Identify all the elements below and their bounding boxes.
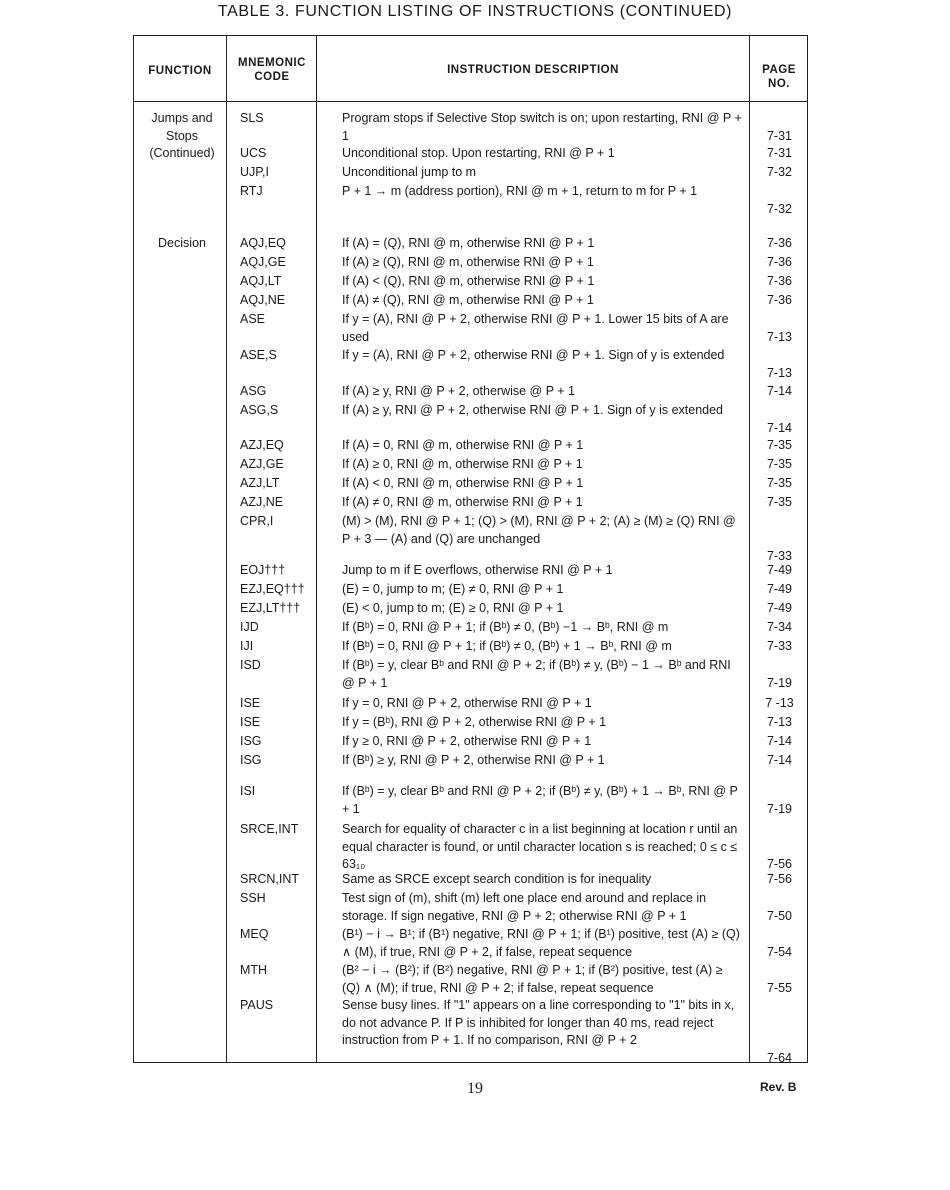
mnemonic-cell: ISG	[240, 734, 262, 748]
instruction-table	[133, 35, 808, 1063]
page-cell: 7-55	[766, 980, 793, 995]
table-row	[134, 619, 809, 637]
page-cell: 7-33	[766, 639, 793, 653]
description-cell: If (A) ≥ y, RNI @ P + 2, otherwise RNI @ P + 1. Sign of y is extended	[342, 403, 724, 417]
page-cell: 7-64	[766, 1050, 793, 1065]
mnemonic-cell: ISG	[240, 753, 262, 767]
table-row	[134, 890, 809, 925]
description-cell: If (A) ≥ 0, RNI @ m, otherwise RNI @ P + 1	[342, 457, 583, 471]
mnemonic-cell: SRCN,INT	[240, 872, 300, 886]
table-row	[134, 347, 809, 382]
description-cell: If (Bᵇ) = y, clear Bᵇ and RNI @ P + 2; if (Bᵇ) ≠ y, (Bᵇ) − 1 → Bᵇ and RNI @ P + 1	[342, 658, 731, 690]
page-cell: 7-54	[766, 944, 793, 959]
description-cell: Test sign of (m), shift (m) left one place end around and replace in storage. If sign negative, RNI @ P + 2; otherwise RNI @ P + 1	[342, 891, 707, 923]
page-cell: 7-36	[766, 255, 793, 269]
description-cell: If y = 0, RNI @ P + 2, otherwise RNI @ P + 1	[342, 696, 592, 710]
description-cell: If (A) ≠ (Q), RNI @ m, otherwise RNI @ P + 1	[342, 293, 594, 307]
page-cell: 7-36	[766, 274, 793, 288]
table-row	[134, 926, 809, 961]
description-cell: Unconditional stop. Upon restarting, RNI @ P + 1	[342, 146, 615, 160]
description-cell: (B² − i → (B²); if (B²) negative, RNI @ P + 1; if (B²) positive, test (A) ≥ (Q) ∧ (M); if true, RNI @ P + 2; if false, repeat sequence	[342, 963, 723, 995]
table-row	[134, 145, 809, 163]
description-cell: Same as SRCE except search condition is for inequality	[342, 872, 652, 886]
description-cell: (E) = 0, jump to m; (E) ≠ 0, RNI @ P + 1	[342, 582, 564, 596]
description-cell: If (Bᵇ) = y, clear Bᵇ and RNI @ P + 2; if (Bᵇ) ≠ y, (Bᵇ) + 1 → Bᵇ, RNI @ P + 1	[342, 784, 738, 816]
page-cell: 7-31	[766, 146, 793, 160]
description-cell: If (Bᵇ) = 0, RNI @ P + 1; if (Bᵇ) ≠ 0, (Bᵇ) −1 → Bᵇ, RNI @ m	[342, 620, 669, 634]
page-cell: 7-33	[766, 549, 793, 563]
mnemonic-cell: ASG,S	[240, 403, 279, 417]
header-description: INSTRUCTION DESCRIPTION	[447, 64, 619, 76]
table-row	[134, 383, 809, 401]
description-cell: Program stops if Selective Stop switch is on; upon restarting, RNI @ P + 1	[342, 111, 742, 143]
description-cell: Unconditional jump to m	[342, 165, 477, 179]
page-cell: 7-14	[766, 384, 793, 398]
page-cell: 7-50	[766, 908, 793, 923]
page-cell: 7-35	[766, 476, 793, 490]
description-cell: If (A) ≥ (Q), RNI @ m, otherwise RNI @ P + 1	[342, 255, 594, 269]
mnemonic-cell: RTJ	[240, 184, 263, 198]
table-row	[134, 402, 809, 437]
page-cell: 7-36	[766, 236, 793, 250]
description-cell: If (A) = (Q), RNI @ m, otherwise RNI @ P + 1	[342, 236, 595, 250]
mnemonic-cell: ISE	[240, 715, 261, 729]
header-page: PAGE NO.	[762, 64, 796, 90]
description-cell: (E) < 0, jump to m; (E) ≥ 0, RNI @ P + 1	[342, 601, 564, 615]
table-row	[134, 733, 809, 751]
page-cell: 7-36	[766, 293, 793, 307]
table-row	[134, 783, 809, 818]
mnemonic-cell: ISI	[240, 784, 256, 798]
table-row	[134, 311, 809, 346]
table-row	[134, 183, 809, 218]
description-cell: If (A) ≠ 0, RNI @ m, otherwise RNI @ P + 1	[342, 495, 583, 509]
mnemonic-cell: AZJ,EQ	[240, 438, 284, 452]
description-cell: If y = (A), RNI @ P + 2, otherwise RNI @ P + 1. Sign of y is extended	[342, 348, 725, 362]
table-row	[134, 254, 809, 272]
table-title: TABLE 3. FUNCTION LISTING OF INSTRUCTIONS (CONTINUED)	[217, 3, 733, 20]
page-cell: 7-31	[766, 128, 793, 143]
description-cell: Jump to m if E overflows, otherwise RNI @ P + 1	[342, 563, 613, 577]
table-row	[134, 871, 809, 889]
table-row	[134, 273, 809, 291]
description-cell: If y ≥ 0, RNI @ P + 2, otherwise RNI @ P + 1	[342, 734, 592, 748]
mnemonic-cell: IJD	[240, 620, 259, 634]
table-row	[134, 962, 809, 997]
revision-label: Rev. B	[760, 1080, 797, 1094]
page-cell: 7-14	[766, 753, 793, 767]
page-cell: 7-32	[766, 165, 793, 179]
page-cell: 7-35	[766, 457, 793, 471]
page-cell: 7-13	[766, 329, 793, 344]
header-divider	[134, 101, 807, 102]
page-cell: 7-49	[766, 601, 793, 615]
description-cell: If (A) = 0, RNI @ m, otherwise RNI @ P + 1	[342, 438, 584, 452]
description-cell: If (A) ≥ y, RNI @ P + 2, otherwise @ P + 1	[342, 384, 576, 398]
description-cell: Sense busy lines. If "1" appears on a line corresponding to "1" bits in x, do not advance P. If P is inhibited for longer than 40 ms, read reject instruction from P + 1. If no comparison, RNI @ P + 2	[342, 998, 735, 1047]
page-cell: 7-13	[766, 715, 793, 729]
page-cell: 7 -13	[765, 696, 794, 710]
mnemonic-cell: EOJ†††	[240, 563, 286, 577]
description-cell: If y = (Bᵇ), RNI @ P + 2, otherwise RNI @ P + 1	[342, 715, 607, 729]
description-cell: If (Bᵇ) ≥ y, RNI @ P + 2, otherwise RNI @ P + 1	[342, 753, 605, 767]
description-cell: If (A) < 0, RNI @ m, otherwise RNI @ P + 1	[342, 476, 584, 490]
table-row	[134, 456, 809, 474]
table-row	[134, 638, 809, 656]
description-cell: If (Bᵇ) = 0, RNI @ P + 1; if (Bᵇ) ≠ 0, (Bᵇ) + 1 → Bᵇ, RNI @ m	[342, 639, 672, 653]
mnemonic-cell: ISE	[240, 696, 261, 710]
mnemonic-cell: AQJ,EQ	[240, 236, 286, 250]
table-row	[134, 513, 809, 566]
description-cell: (B¹) − i → B¹; if (B¹) negative, RNI @ P + 1; if (B¹) positive, test (A) ≥ (Q) ∧ (M), if true, RNI @ P + 2, if false, repeat sequence	[342, 927, 740, 959]
page-cell: 7-56	[766, 857, 793, 871]
mnemonic-cell: CPR,I	[240, 514, 274, 528]
table-row	[134, 695, 809, 713]
page-cell: 7-13	[766, 365, 793, 380]
table-row	[134, 997, 809, 1067]
header-function: FUNCTION	[148, 65, 212, 77]
mnemonic-cell: AZJ,LT	[240, 476, 280, 490]
table-row	[134, 494, 809, 512]
table-row	[134, 752, 809, 770]
mnemonic-cell: ASE	[240, 312, 266, 326]
mnemonic-cell: ASE,S	[240, 348, 277, 362]
mnemonic-cell: ISD	[240, 658, 261, 672]
description-cell: P + 1 → m (address portion), RNI @ m + 1, return to m for P + 1	[342, 184, 698, 198]
mnemonic-cell: AQJ,GE	[240, 255, 286, 269]
description-cell: Search for equality of character c in a list beginning at location r until an equal character is found, or until character location s is reached; 0 ≤ c ≤ 63₁₀	[342, 822, 738, 871]
page-cell: 7-49	[766, 582, 793, 596]
mnemonic-cell: AZJ,GE	[240, 457, 284, 471]
function-cell: Jumps and Stops (Continued)	[149, 111, 215, 160]
header-mnemonic: MNEMONIC CODE	[238, 57, 306, 83]
table-row	[134, 164, 809, 182]
description-cell: If (A) < (Q), RNI @ m, otherwise RNI @ P + 1	[342, 274, 595, 288]
mnemonic-cell: EZJ,LT†††	[240, 601, 301, 615]
table-row	[134, 475, 809, 493]
description-cell: (M) > (M), RNI @ P + 1; (Q) > (M), RNI @ P + 2; (A) ≥ (M) ≥ (Q) RNI @ P + 3 — (A) and (Q) are unchanged	[342, 514, 736, 546]
page-cell: 7-14	[766, 420, 793, 435]
table-row	[134, 714, 809, 732]
mnemonic-cell: ASG	[240, 384, 267, 398]
mnemonic-cell: MTH	[240, 963, 268, 977]
table-row	[134, 437, 809, 455]
page-cell: 7-35	[766, 438, 793, 452]
mnemonic-cell: MEQ	[240, 927, 269, 941]
mnemonic-cell: SSH	[240, 891, 266, 905]
mnemonic-cell: AQJ,LT	[240, 274, 282, 288]
mnemonic-cell: UCS	[240, 146, 267, 160]
table-row	[134, 562, 809, 580]
page-cell: 7-49	[766, 563, 793, 577]
table-row	[134, 235, 809, 253]
page-cell: 7-56	[766, 872, 793, 886]
mnemonic-cell: SRCE,INT	[240, 822, 299, 836]
table-row	[134, 821, 809, 874]
mnemonic-cell: UJP,I	[240, 165, 269, 179]
page-cell: 7-34	[766, 620, 793, 634]
mnemonic-cell: EZJ,EQ†††	[240, 582, 305, 596]
mnemonic-cell: PAUS	[240, 998, 274, 1012]
description-cell: If y = (A), RNI @ P + 2, otherwise RNI @ P + 1. Lower 15 bits of A are used	[342, 312, 729, 344]
mnemonic-cell: AZJ,NE	[240, 495, 284, 509]
table-row	[134, 581, 809, 599]
page-cell: 7-19	[766, 801, 793, 816]
page-cell: 7-32	[766, 201, 793, 216]
table-row	[134, 600, 809, 618]
mnemonic-cell: SLS	[240, 111, 264, 125]
table-row	[134, 657, 809, 692]
mnemonic-cell: AQJ,NE	[240, 293, 286, 307]
page-number: 19	[467, 1080, 483, 1097]
table-row	[134, 292, 809, 310]
page-cell: 7-35	[766, 495, 793, 509]
mnemonic-cell: IJI	[240, 639, 254, 653]
function-cell: Decision	[158, 236, 206, 250]
page-cell: 7-19	[766, 675, 793, 690]
page-cell: 7-14	[766, 734, 793, 748]
